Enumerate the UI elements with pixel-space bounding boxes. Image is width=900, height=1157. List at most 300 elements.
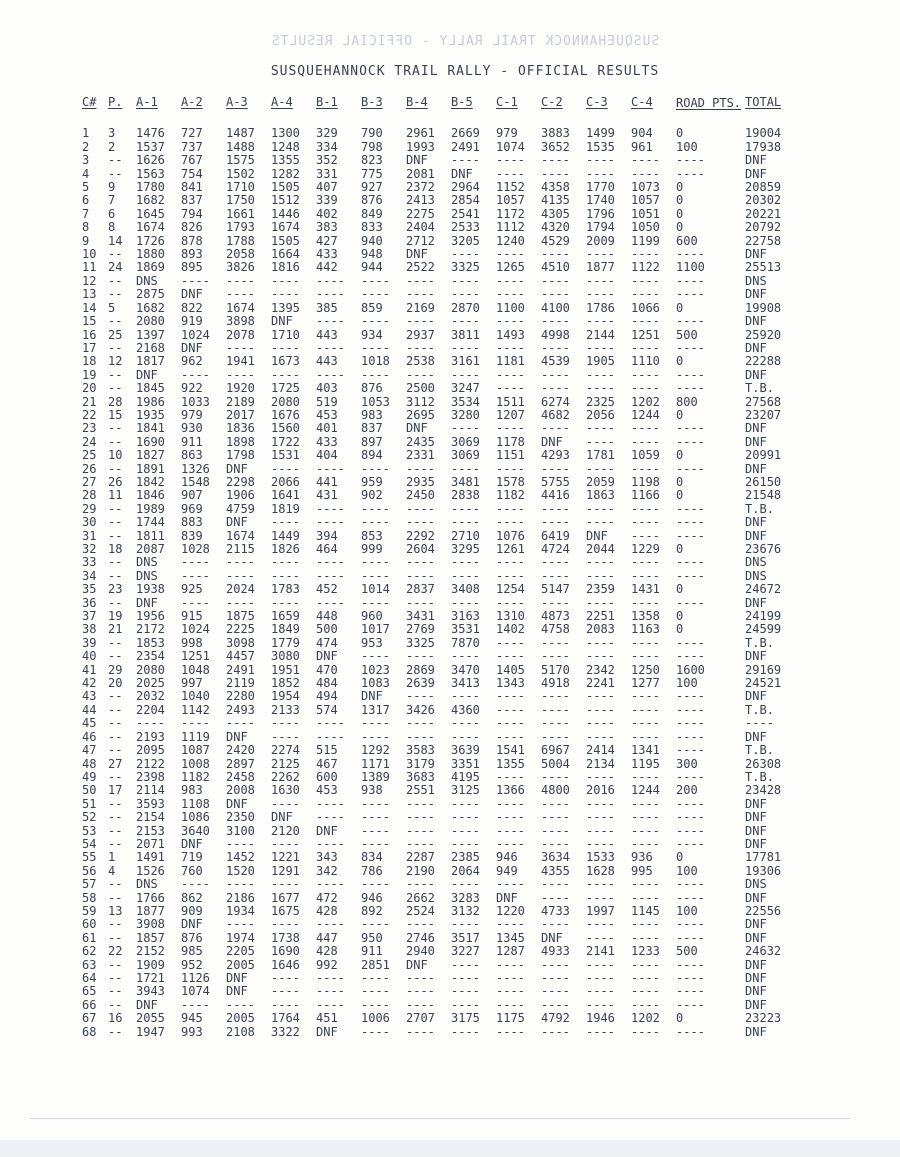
c2-cell: ---- [541,810,570,825]
c4-cell: 995 [631,863,653,878]
road-points-cell: ---- [676,689,705,704]
c3-cell: ---- [586,381,615,396]
c1-cell: 1261 [496,542,525,556]
table-row [80,865,807,878]
b5-cell: 2541 [451,206,480,221]
c2-cell: 4998 [541,327,570,342]
b5-cell: ---- [451,689,480,704]
b4-cell: ---- [406,595,435,610]
a4-cell: 1291 [271,863,300,878]
c2-cell: ---- [541,890,570,905]
table-row [80,798,807,811]
b3-cell: 894 [361,448,383,463]
c1-cell: 1343 [496,676,525,691]
table-row [80,918,807,931]
c3-cell: 2059 [586,474,615,489]
b5-cell: 3161 [451,354,480,369]
a1-cell: 2025 [136,676,165,691]
c4-cell: 1057 [631,193,660,208]
bottom-rule [30,1118,850,1119]
a3-cell: ---- [226,568,255,583]
b1-cell: 331 [316,166,338,181]
b1-cell: ---- [316,287,345,302]
b5-cell: ---- [451,729,480,744]
a2-cell: ---- [181,716,210,731]
a2-cell: 925 [181,582,203,597]
a4-cell: 1852 [271,676,300,691]
a2-cell: 1024 [181,327,210,342]
b3-cell: 786 [361,863,383,878]
road-points-cell: 1600 [676,662,705,677]
b3-cell: ---- [361,649,390,664]
a4-cell: ---- [271,716,300,731]
b1-cell: ---- [316,917,345,932]
table-row [80,489,807,502]
a1-cell: 1811 [136,528,165,543]
a2-cell: 945 [181,1011,203,1026]
c4-cell: 904 [631,126,653,141]
a1-cell: 1817 [136,354,165,369]
car-number-cell: 9 [82,233,90,248]
total-cell: ---- [745,716,774,731]
a3-cell: DNF [226,729,248,744]
total-cell: 23676 [745,542,782,556]
a4-cell: 1690 [271,944,300,959]
c4-cell: ---- [631,381,660,396]
a2-cell: 909 [181,903,203,918]
b4-cell: 2937 [406,327,435,342]
a2-cell: 839 [181,528,203,543]
place-cell: -- [108,1024,123,1039]
b4-cell: 2662 [406,890,435,905]
c1-cell: 1541 [496,743,525,758]
c3-cell: ---- [586,1024,615,1039]
a4-cell: 1446 [271,206,300,221]
road-points-cell: ---- [676,461,705,476]
a2-cell: 1086 [181,810,210,825]
a4-cell: ---- [271,273,300,288]
road-points-cell: 0 [676,488,684,503]
table-row [80,329,807,342]
road-points-cell: ---- [676,877,705,892]
road-points-cell: 100 [676,903,698,918]
a3-cell: 1920 [226,381,255,396]
b4-cell: 2604 [406,542,435,556]
road-points-cell: ---- [676,930,705,945]
c2-cell: ---- [541,314,570,329]
b3-cell: ---- [361,501,390,516]
car-number-cell: 5 [82,180,90,195]
b3-cell: 853 [361,528,383,543]
c4-cell: 1050 [631,220,660,235]
a4-cell: ---- [271,877,300,892]
b3-cell: 897 [361,434,383,449]
b3-cell: 911 [361,944,383,959]
b1-cell: 494 [316,689,338,704]
a1-cell: 1877 [136,903,165,918]
show-through-text: SUSQUEHANNOCK TRAIL RALLY - OFFICIAL RESULTS [270,34,660,49]
c4-cell: ---- [631,595,660,610]
b1-cell: 433 [316,434,338,449]
c3-cell: 2325 [586,394,615,409]
c3-cell: 1499 [586,126,615,141]
c4-cell: ---- [631,984,660,999]
b1-cell: ---- [316,716,345,731]
c1-cell: ---- [496,340,525,355]
road-points-cell: ---- [676,434,705,449]
table-row [80,409,807,422]
a1-cell: 3593 [136,796,165,811]
car-number-cell: 50 [82,783,97,798]
b5-cell: 3283 [451,890,480,905]
road-points-cell: 100 [676,863,698,878]
total-cell: DNF [745,314,767,329]
place-cell: -- [108,314,123,329]
a4-cell: ---- [271,568,300,583]
a1-cell: 1935 [136,407,165,422]
b1-cell: 442 [316,260,338,275]
a4-cell: 1954 [271,689,300,704]
b3-cell: 1014 [361,582,390,597]
a3-cell: DNF [226,971,248,985]
c3-cell: ---- [586,649,615,664]
c3-cell: ---- [586,555,615,570]
table-row [80,1012,807,1025]
table-row [80,235,807,248]
b5-cell: ---- [451,314,480,329]
place-cell: -- [108,367,123,382]
c3-cell: 2241 [586,676,615,691]
a3-cell: 2225 [226,622,255,637]
a1-cell: 2122 [136,756,165,771]
b3-cell: ---- [361,917,390,932]
c4-cell: 1059 [631,448,660,463]
b5-cell: ---- [451,153,480,168]
b5-cell: ---- [451,997,480,1012]
b5-cell: 3351 [451,756,480,771]
b3-cell: ---- [361,810,390,825]
c2-cell: 4724 [541,542,570,556]
total-cell: 20221 [745,206,782,221]
place-cell: 22 [108,944,123,959]
c4-cell: ---- [631,971,660,985]
b5-cell: ---- [451,287,480,302]
a2-cell: 895 [181,260,203,275]
a4-cell: 2274 [271,743,300,758]
a4-cell: 1512 [271,193,300,208]
b4-cell: ---- [406,568,435,583]
a1-cell: 1956 [136,609,165,624]
b3-cell: 1292 [361,743,390,758]
a4-cell: 1675 [271,903,300,918]
car-number-cell: 6 [82,193,90,208]
c1-cell: 1265 [496,260,525,275]
road-points-cell: ---- [676,729,705,744]
a2-cell: 878 [181,233,203,248]
a3-cell: 2491 [226,662,255,677]
a3-cell: 2115 [226,542,255,556]
car-number-cell: 51 [82,796,97,811]
total-cell: DNF [745,930,767,945]
a1-cell: 1491 [136,850,165,865]
a2-cell: 1108 [181,796,210,811]
c3-cell: ---- [586,635,615,650]
b5-cell: ---- [451,273,480,288]
c2-cell: 3883 [541,126,570,141]
b1-cell: ---- [316,729,345,744]
road-points-cell: ---- [676,796,705,811]
b4-cell: 3325 [406,635,435,650]
a1-cell: 2071 [136,836,165,851]
car-number-cell: 7 [82,206,90,221]
road-points-cell: ---- [676,153,705,168]
total-cell: 20991 [745,448,782,463]
a2-cell: DNF [181,287,203,302]
a1-cell: DNF [136,595,158,610]
car-number-cell: 28 [82,488,97,503]
total-cell: DNF [745,649,767,664]
c2-cell: 5170 [541,662,570,677]
c2-cell: ---- [541,689,570,704]
a2-cell: 767 [181,153,203,168]
car-number-cell: 19 [82,367,97,382]
c3-cell: ---- [586,877,615,892]
place-cell: -- [108,997,123,1012]
a3-cell: ---- [226,273,255,288]
c2-cell: 6419 [541,528,570,543]
c1-cell: ---- [496,917,525,932]
a4-cell: 1659 [271,609,300,624]
c2-cell: ---- [541,555,570,570]
a1-cell: 1909 [136,957,165,972]
b5-cell: ---- [451,568,480,583]
header-b1: B-1 [316,95,338,109]
c2-cell: ---- [541,716,570,731]
car-number-cell: 46 [82,729,97,744]
c2-cell: 4100 [541,300,570,315]
car-number-cell: 25 [82,448,97,463]
b1-cell: 402 [316,206,338,221]
table-row [80,717,807,730]
b5-cell: 2870 [451,300,480,315]
road-points-cell: ---- [676,528,705,543]
place-cell: -- [108,957,123,972]
c1-cell: 1310 [496,609,525,624]
place-cell: -- [108,381,123,396]
total-cell: DNF [745,434,767,449]
a4-cell: ---- [271,555,300,570]
b3-cell: ---- [361,716,390,731]
c4-cell: 1066 [631,300,660,315]
table-row [80,825,807,838]
b3-cell: 775 [361,166,383,181]
b4-cell: 2869 [406,662,435,677]
c1-cell: 1207 [496,407,525,422]
a3-cell: 2350 [226,810,255,825]
a2-cell: ---- [181,568,210,583]
place-cell: 27 [108,756,123,771]
car-number-cell: 22 [82,407,97,422]
b1-cell: 334 [316,139,338,154]
c3-cell: 1863 [586,488,615,503]
c3-cell: 1770 [586,180,615,195]
car-number-cell: 24 [82,434,97,449]
c4-cell: 1051 [631,206,660,221]
table-row [80,583,807,596]
place-cell: 3 [108,126,116,141]
a1-cell: 3943 [136,984,165,999]
road-points-cell: 0 [676,193,684,208]
a3-cell: 2108 [226,1024,255,1039]
total-cell: DNS [745,555,767,570]
table-row [80,744,807,757]
place-cell: -- [108,702,123,717]
b4-cell: 2961 [406,126,435,141]
a2-cell: 993 [181,1024,203,1039]
c2-cell: 4682 [541,407,570,422]
c1-cell: ---- [496,421,525,436]
total-cell: 17938 [745,139,782,154]
a2-cell: 1074 [181,984,210,999]
b4-cell: ---- [406,367,435,382]
c4-cell: ---- [631,810,660,825]
b4-cell: 2837 [406,582,435,597]
c3-cell: ---- [586,340,615,355]
a3-cell: 2008 [226,783,255,798]
total-cell: 24632 [745,944,782,959]
a3-cell: 2205 [226,944,255,959]
c2-cell: ---- [541,836,570,851]
total-cell: T.B. [745,702,774,717]
c1-cell: ---- [496,957,525,972]
road-points-cell: ---- [676,166,705,181]
b3-cell: ---- [361,595,390,610]
road-points-cell: ---- [676,367,705,382]
road-points-cell: ---- [676,917,705,932]
total-cell: T.B. [745,501,774,516]
a4-cell: 1673 [271,354,300,369]
b1-cell: 441 [316,474,338,489]
car-number-cell: 54 [82,836,97,851]
place-cell: 5 [108,300,116,315]
c4-cell: ---- [631,729,660,744]
c4-cell: 1229 [631,542,660,556]
c4-cell: 1250 [631,662,660,677]
a3-cell: 2189 [226,394,255,409]
b5-cell: 2669 [451,126,480,141]
c1-cell: 1355 [496,756,525,771]
car-number-cell: 29 [82,501,97,516]
a3-cell: 3898 [226,314,255,329]
place-cell: 13 [108,903,123,918]
c3-cell: 2056 [586,407,615,422]
c2-cell: ---- [541,796,570,811]
a3-cell: ---- [226,287,255,302]
table-row [80,570,807,583]
car-number-cell: 10 [82,247,97,262]
c2-cell: 4539 [541,354,570,369]
c4-cell: 1244 [631,407,660,422]
a2-cell: 760 [181,863,203,878]
c3-cell: ---- [586,166,615,181]
car-number-cell: 13 [82,287,97,302]
a2-cell: 1119 [181,729,210,744]
c2-cell: 4355 [541,863,570,878]
a3-cell: 1750 [226,193,255,208]
car-number-cell: 39 [82,635,97,650]
b4-cell: 3431 [406,609,435,624]
c2-cell: 3652 [541,139,570,154]
place-cell: -- [108,273,123,288]
table-row [80,503,807,516]
car-number-cell: 16 [82,327,97,342]
total-cell: DNF [745,836,767,851]
b3-cell: 944 [361,260,383,275]
place-cell: -- [108,984,123,999]
c3-cell: 2342 [586,662,615,677]
place-cell: 20 [108,676,123,691]
c4-cell: 1358 [631,609,660,624]
c2-cell: 4358 [541,180,570,195]
b3-cell: 1017 [361,622,390,637]
b1-cell: 329 [316,126,338,141]
c4-cell: ---- [631,153,660,168]
a3-cell: 1788 [226,233,255,248]
b1-cell: 464 [316,542,338,556]
b4-cell: ---- [406,971,435,985]
a4-cell: ---- [271,515,300,530]
b5-cell: ---- [451,555,480,570]
a1-cell: 1645 [136,206,165,221]
car-number-cell: 35 [82,582,97,597]
c2-cell: ---- [541,984,570,999]
total-cell: 19306 [745,863,782,878]
a2-cell: 837 [181,193,203,208]
c4-cell: ---- [631,957,660,972]
a2-cell: 930 [181,421,203,436]
table-row [80,449,807,462]
results-table [80,96,807,1039]
table-row [80,959,807,972]
total-cell: DNF [745,595,767,610]
b3-cell: 859 [361,300,383,315]
place-cell: 19 [108,609,123,624]
a3-cell: 2280 [226,689,255,704]
a2-cell: 727 [181,126,203,141]
b3-cell: 833 [361,220,383,235]
a4-cell: 1819 [271,501,300,516]
b4-cell: ---- [406,649,435,664]
header-b3: B-3 [361,95,383,109]
b5-cell: 3295 [451,542,480,556]
car-number-cell: 14 [82,300,97,315]
table-row [80,422,807,435]
c4-cell: ---- [631,689,660,704]
c3-cell: 2251 [586,609,615,624]
a3-cell: ---- [226,997,255,1012]
b1-cell: ---- [316,555,345,570]
b3-cell: 938 [361,783,383,798]
c1-cell: 1345 [496,930,525,945]
c1-cell: 1405 [496,662,525,677]
b1-cell: ---- [316,997,345,1012]
b3-cell: ---- [361,568,390,583]
place-cell: -- [108,528,123,543]
place-cell: -- [108,743,123,758]
c1-cell: 1220 [496,903,525,918]
c3-cell: 2144 [586,327,615,342]
b5-cell: 3325 [451,260,480,275]
